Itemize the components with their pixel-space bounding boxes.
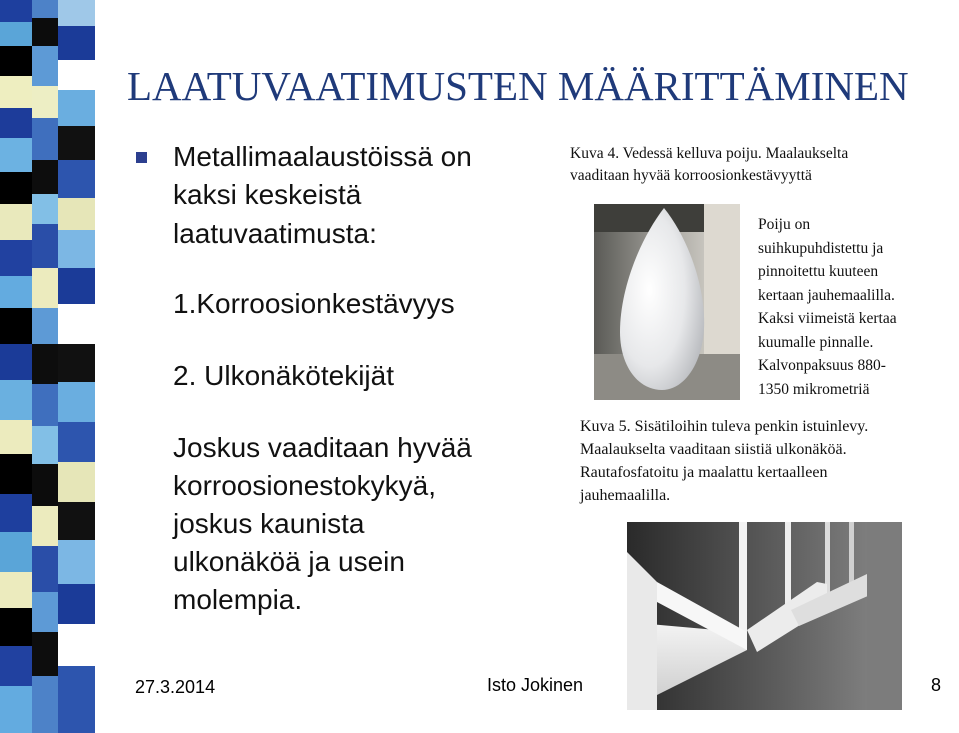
buoy-note-line-5: Kaksi viimeistä kertaa [758, 310, 897, 327]
footer-author: Isto Jokinen [487, 675, 584, 695]
list-item-1: 1.Korroosionkestävyys [173, 288, 455, 319]
bullet-line-3: laatuvaatimusta: [173, 218, 377, 249]
caption-5-line-2: Maalaukselta vaaditaan siistiä ulkonäköä. [580, 441, 847, 458]
caption-kuva-5 [580, 415, 868, 507]
footer-date: 27.3.2014 [135, 677, 216, 697]
decorative-stripe-band [0, 0, 95, 733]
caption-5-line-1: Kuva 5. Sisätiloihin tuleva penkin istuinlevy. [580, 418, 869, 435]
buoy-note-line-6: kuumalle pinnalle. [758, 333, 874, 351]
paragraph-line-3: joskus kaunista [173, 508, 365, 539]
buoy-note-line-4: kertaan jauhemaalilla. [758, 286, 895, 304]
bullet-line-1: Metallimaalaustöissä on [173, 141, 472, 172]
buoy-note-line-1: Poiju on [758, 216, 811, 233]
buoy-note-line-3: pinnoitettu kuuteen [758, 263, 879, 280]
bullet-line-2: kaksi keskeistä [173, 179, 362, 210]
paragraph-line-2: korroosionestokykyä, [173, 470, 437, 501]
paragraph-line-4: ulkonäköä ja usein [173, 546, 405, 577]
slide-title: LAATUVAATIMUSTEN MÄÄRITTÄMINEN [127, 63, 909, 109]
caption-5-line-3: Rautafosfatoitu ja maalattu kertaalleen [580, 464, 828, 481]
buoy-note-line-7: Kalvonpaksuus 880- [758, 357, 886, 374]
buoy-note-line-2: suihkupuhdistettu ja [758, 239, 884, 257]
buoy-photo [594, 204, 740, 400]
buoy-note [758, 213, 897, 401]
caption-4-line-1: Kuva 4. Vedessä kelluva poiju. Maalaukselta [570, 145, 849, 162]
paragraph-line-1: Joskus vaaditaan hyvää [173, 432, 472, 463]
buoy-note-line-8: 1350 mikrometriä [758, 380, 870, 398]
paragraph-line-5: molempia. [173, 584, 303, 615]
list-item-2: 2. Ulkonäkötekijät [173, 360, 395, 391]
footer-page-number: 8 [931, 675, 942, 695]
caption-5-line-4: jauhemaalilla. [580, 487, 671, 504]
caption-4-line-2: vaaditaan hyvää korroosionkestävyyttä [570, 167, 812, 184]
bench-seat-photo [627, 522, 902, 710]
bullet-square-icon [136, 152, 147, 163]
caption-kuva-4 [570, 143, 848, 187]
